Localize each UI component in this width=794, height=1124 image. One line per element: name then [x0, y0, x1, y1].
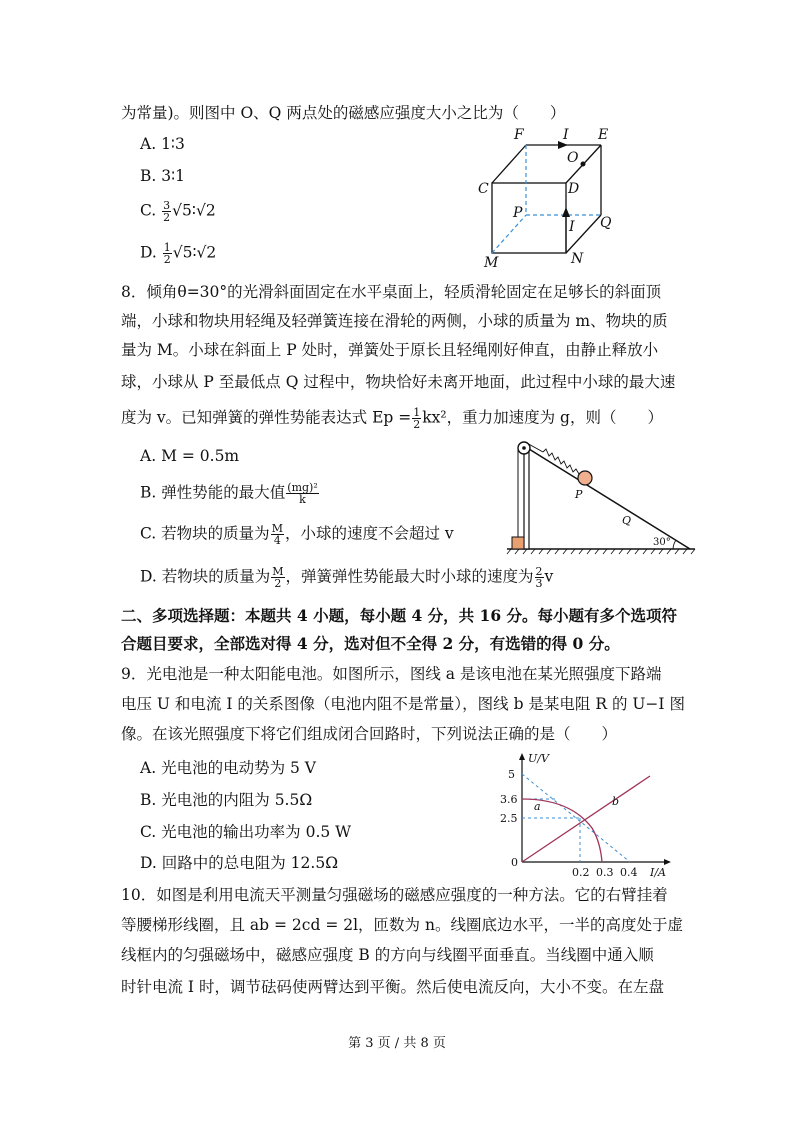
- cube-label-i-side: I: [569, 219, 575, 235]
- q9-stem-line-1: 9．光电池是一种太阳能电池。如图所示，图线 a 是该电池在某光照强度下路端: [121, 665, 662, 683]
- q9-ui-graph: [500, 752, 680, 880]
- q8-stem-line-1: 8．倾角θ=30°的光滑斜面固定在水平桌面上，轻质滑轮固定在足够长的斜面顶: [121, 283, 662, 301]
- q7-option-a: A. 1∶3: [140, 135, 185, 153]
- cube-label-d: D: [568, 181, 580, 197]
- graph-origin-label: 0: [511, 856, 518, 869]
- graph-y-tick-2-5: 2.5: [500, 812, 518, 825]
- q10-stem-line-2: 等腰梯形线圈，且 ab = 2cd = 2l，匝数为 n。线圈底边水平，一半的高度处于虚: [121, 916, 683, 934]
- cube-label-q: Q: [600, 215, 612, 231]
- graph-x-tick-0-2: 0.2: [572, 866, 590, 879]
- incline-label-p: P: [575, 488, 583, 501]
- graph-x-tick-0-4: 0.4: [620, 866, 638, 879]
- graph-line-b-label: b: [612, 795, 620, 808]
- q7-option-c: C. $\frac{3}{2}$ √5∶√2: [140, 199, 216, 224]
- q7-cube-figure: [470, 125, 630, 270]
- q8-stem-line-3: 量为 M。小球在斜面上 P 处时，弹簧处于原长且轻绳刚好伸直，由静止释放小: [121, 341, 659, 359]
- q9-stem-line-2: 电压 U 和电流 I 的关系图像（电池内阻不是常量），图线 b 是某电阻 R 的 U−I 图: [121, 695, 685, 713]
- q8-option-c: C. 若物块的质量为 $\frac{M}{4}$ ，小球的速度不会超过 v: [140, 522, 454, 547]
- q9-option-b: B. 光电池的内阻为 5.5Ω: [140, 791, 313, 809]
- section2-heading: 二、多项选择题：本题共 4 小题，每小题 4 分，共 16 分。每小题有多个选项符: [121, 606, 678, 625]
- q7-stem-line: 为常量)。则图中 O、Q 两点处的磁感应强度大小之比为（ ）: [121, 104, 566, 122]
- graph-curve-a-label: a: [534, 800, 541, 813]
- q8-option-d: D. 若物块的质量为 $\frac{M}{2}$ ，弹簧弹性势能最大时小球的速度为 $\frac{2}{3}$ v: [140, 565, 554, 590]
- q8-option-a: A. M = 0.5m: [140, 447, 240, 465]
- q7-option-d: D. $\frac{1}{2}$ √5∶√2: [140, 241, 217, 266]
- graph-x-tick-0-3: 0.3: [596, 866, 614, 879]
- q9-stem-line-3: 像。在该光照强度下将它们组成闭合回路时，下列说法正确的是（ ）: [121, 725, 618, 743]
- q9-option-c: C. 光电池的输出功率为 0.5 W: [140, 823, 352, 841]
- section2-heading-cont: 合题目要求，全部选对得 4 分，选对但不全得 2 分，有选错的得 0 分。: [121, 634, 620, 653]
- q9-option-a: A. 光电池的电动势为 5 V: [140, 759, 316, 777]
- incline-label-q: Q: [622, 514, 632, 527]
- cube-label-f: F: [514, 127, 524, 143]
- graph-y-tick-3-6: 3.6: [500, 793, 518, 806]
- q8-stem-line-2: 端，小球和物块用轻绳及轻弹簧连接在滑轮的两侧，小球的质量为 m、物块的质: [121, 312, 668, 330]
- q8-stem-line-5: 度为 v。已知弹簧的弹性势能表达式 Ep = $\frac{1}{2}$ kx²，重力加速度为 g，则（ ）: [121, 406, 663, 431]
- q7-option-b: B. 3∶1: [140, 167, 186, 185]
- q8-option-b: B. 弹性势能的最大值 $\frac{\text{(mg)²}}{k}$: [140, 481, 318, 506]
- q10-stem-line-3: 线框内的匀强磁场中，磁感应强度 B 的方向与线圈平面垂直。当线圈中通入顺: [121, 946, 654, 964]
- q10-stem-line-4: 时针电流 I 时，调节砝码使两臂达到平衡。然后使电流反向，大小不变。在左盘: [121, 978, 664, 996]
- cube-label-o: O: [567, 150, 579, 166]
- page-footer: 第 3 页 / 共 8 页: [348, 1036, 446, 1051]
- cube-label-e: E: [598, 127, 609, 143]
- q10-stem-line-1: 10．如图是利用电流天平测量匀强磁场的磁感应强度的一种方法。它的右臂挂着: [121, 886, 668, 904]
- q8-incline-figure: [505, 437, 700, 557]
- cube-label-c: C: [478, 181, 489, 197]
- q8-stem-line-4: 球，小球从 P 至最低点 Q 过程中，物块恰好未离开地面，此过程中小球的最大速: [121, 373, 676, 391]
- cube-label-n: N: [571, 251, 584, 267]
- incline-angle-label: 30°: [653, 537, 671, 548]
- graph-y-tick-5: 5: [508, 768, 515, 781]
- cube-label-p: P: [513, 205, 523, 221]
- q9-option-d: D. 回路中的总电阻为 12.5Ω: [140, 854, 339, 872]
- cube-label-m: M: [484, 255, 499, 271]
- graph-y-axis-label: U/V: [528, 752, 549, 765]
- cube-label-i-top: I: [563, 127, 569, 143]
- graph-x-axis-label: I/A: [650, 866, 666, 879]
